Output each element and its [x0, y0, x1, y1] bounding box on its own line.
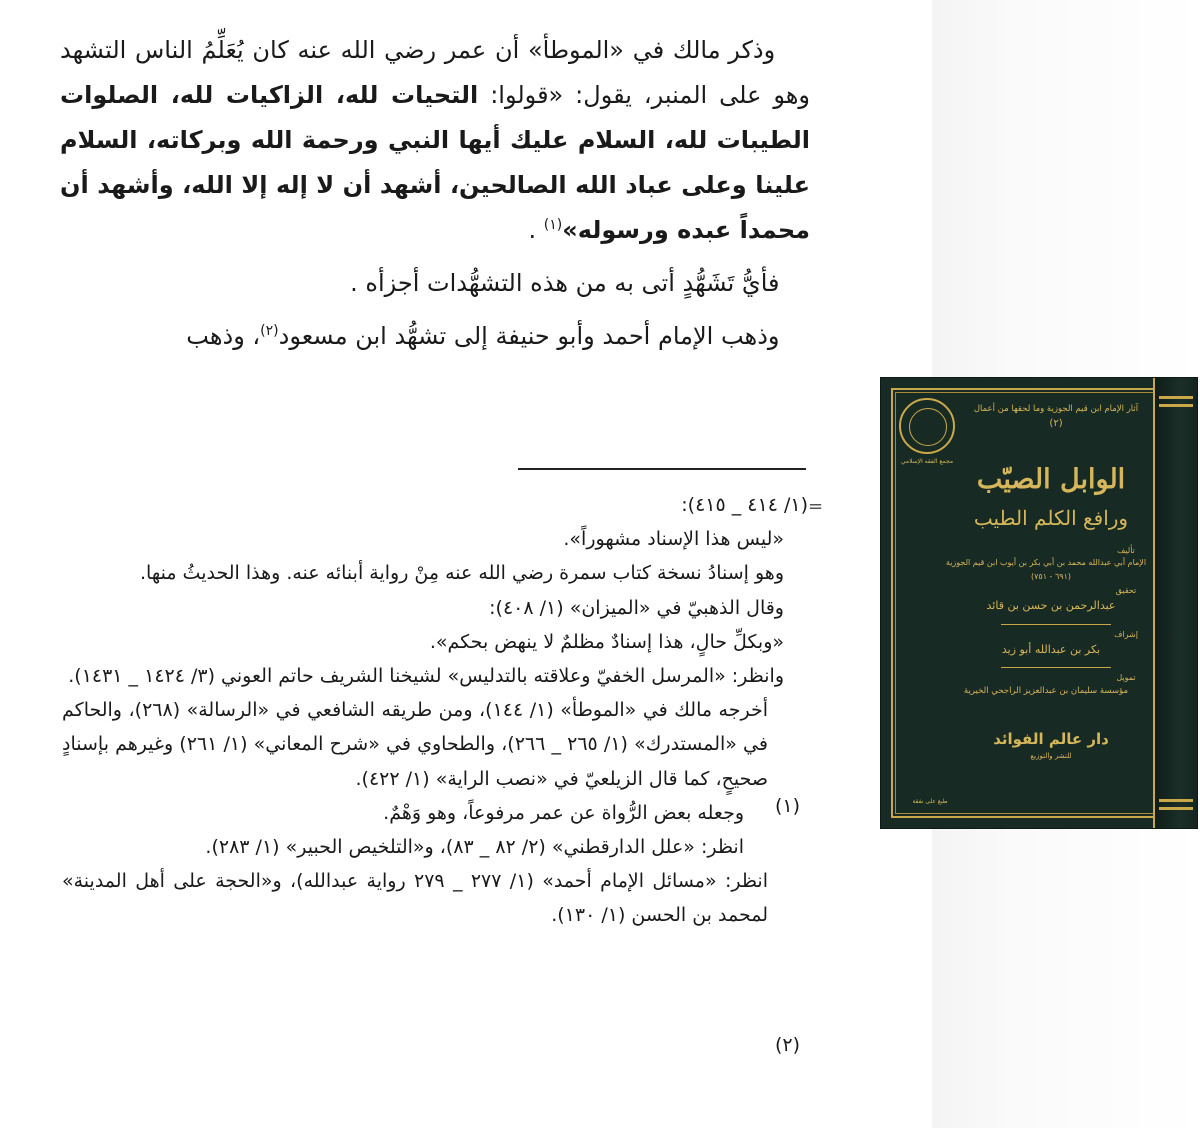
cover-series: آثار الإمام ابن قيم الجوزية وما لحقها من أعمال — [973, 404, 1139, 414]
footnote-1 — [62, 693, 808, 864]
paragraph-maliks-report: وذكر مالك في «الموطأ» أن عمر رضي الله عنه كان يُعَلِّمُ الناس التشهد وهو على المنبر، يقول: «قولوا: التحيات لله، الزاكيات لله، الصلوات الطيبات لله، السلام عليك أيها النبي ورحمة الله وبركاته، السلام علينا وعلى عباد الله الصالحين، أشهد أن لا إله إلا الله، وأشهد أن محمداً عبده ورسوله»$^{(١)}$ . — [60, 36, 810, 244]
cover-funder-label: تمويل — [1116, 673, 1136, 682]
spine-band — [1159, 807, 1193, 810]
prev-footnote-line: وانظر: «المرسل الخفيّ وعلاقته بالتدليس» لشيخنا الشريف حاتم العوني (٣/ ١٤٢٤ _ ١٤٣١). — [68, 665, 784, 688]
prev-footnote-line: (١/ ٤١٤ _ ٤١٥): — [681, 494, 808, 516]
cover-supervisor-label: إشراف — [1114, 630, 1138, 639]
book-spine — [1153, 378, 1197, 828]
cover-author-label: تأليف — [1117, 546, 1135, 555]
footnote-1-line: انظر: «علل الدارقطني» (٢/ ٨٢ _ ٨٣)، و«التلخيص الحبير» (١/ ٢٨٣). — [205, 836, 744, 859]
book-cover — [881, 378, 1197, 828]
cover-author-years: (٦٩١ - ٧٥١) — [1030, 572, 1071, 581]
cover-author: الإمام أبي عبدالله محمد بن أبي بكر بن أيوب ابن قيم الجوزية — [945, 558, 1147, 567]
seal-caption: مجمع الفقه الإسلامي — [900, 458, 954, 465]
cover-publisher: دار عالم الفوائد — [993, 730, 1109, 748]
cover-editor: عبدالرحمن بن حسن بن قائد — [986, 599, 1116, 612]
cover-divider — [1001, 667, 1111, 668]
seal-emblem-icon — [899, 398, 955, 454]
cover-title: الوابل الصيّب — [976, 464, 1126, 495]
footnote-2-line: انظر: «مسائل الإمام أحمد» (١/ ٢٧٧ _ ٢٧٩ رواية عبدالله)، و«الحجة على أهل المدينة» لمحمد بن الحسن (١/ ١٣٠). — [62, 870, 768, 927]
footnote-1-number: (١) — [775, 795, 801, 817]
footnote-separator — [518, 468, 806, 470]
paragraph-any-tashahhud: فأيُّ تَشَهُّدٍ أتى به من هذه التشهُّدات أجزأه . — [350, 269, 780, 297]
footnote-2-number: (٢) — [775, 1034, 801, 1056]
prev-footnote-line: «ليس هذا الإسناد مشهوراً». — [563, 528, 784, 551]
spine-band — [1159, 404, 1193, 407]
footnote-2 — [62, 864, 808, 932]
prev-footnote-line: وقال الذهبيّ في «الميزان» (١/ ٤٠٨): — [489, 596, 784, 619]
continuation-mark: = — [808, 496, 824, 517]
cover-supervisor: بكر بن عبدالله أبو زيد — [1001, 643, 1101, 656]
footnote-ref-2[interactable]: (٢) — [260, 323, 279, 339]
tashahhud-formula: التحيات لله، الزاكيات لله، الصلوات الطيبات لله، السلام عليك أيها النبي ورحمة الله وبركاته، السلام علينا وعلى عباد الله الصالحين، أشهد أن لا إله إلا الله، وأشهد أن محمداً عبده ورسوله — [60, 81, 810, 244]
footnote-1-line: وجعله بعض الرُّواة عن عمر مرفوعاً، وهو وَهْمٌ. — [383, 801, 744, 824]
paragraph-imam-ahmad: وذهب الإمام أحمد وأبو حنيفة إلى تشهُّد ابن مسعود$^{(٢)}$، وذهب — [186, 322, 780, 350]
cover-publisher-sub: للنشر والتوزيع — [1030, 752, 1072, 760]
footnote-ref-1[interactable]: (١) — [543, 217, 563, 233]
cover-series-number: (٢) — [1049, 418, 1063, 429]
footnote-1-line: أخرجه مالك في «الموطأ» (١/ ١٤٤)، ومن طريقه الشافعي في «الرسالة» (٢٦٨)، والحاكم في «المستدرك» (١/ ٢٦٥ _ ٢٦٦)، والطحاوي في «شرح المعاني» (١/ ٢٦١) وغيرهم بإسنادٍ صحيحٍ، كما قال الزيلعيّ في «نصب الراية» (١/ ٤٢٢). — [62, 699, 768, 790]
cover-corner-text: طبع على نفقة — [912, 798, 948, 805]
footnotes-section — [62, 488, 808, 933]
cover-subtitle: ورافع الكلم الطيب — [973, 506, 1129, 530]
cover-divider — [1001, 624, 1111, 625]
prev-footnote-line: «وبكلِّ حالٍ، هذا إسنادٌ مظلمٌ لا ينهض بحكم». — [429, 630, 784, 653]
cover-editor-label: تحقيق — [1115, 586, 1137, 595]
cover-funder: مؤسسة سليمان بن عبدالعزيز الراجحي الخيرية — [963, 686, 1129, 696]
spine-band — [1159, 396, 1193, 399]
prev-footnote-line: وهو إسنادُ نسخة كتاب سمرة رضي الله عنه مِنْ رواية أبنائه عنه. وهذا الحديثُ منها. — [140, 562, 784, 585]
main-body-text — [60, 28, 810, 359]
spine-band — [1159, 799, 1193, 802]
